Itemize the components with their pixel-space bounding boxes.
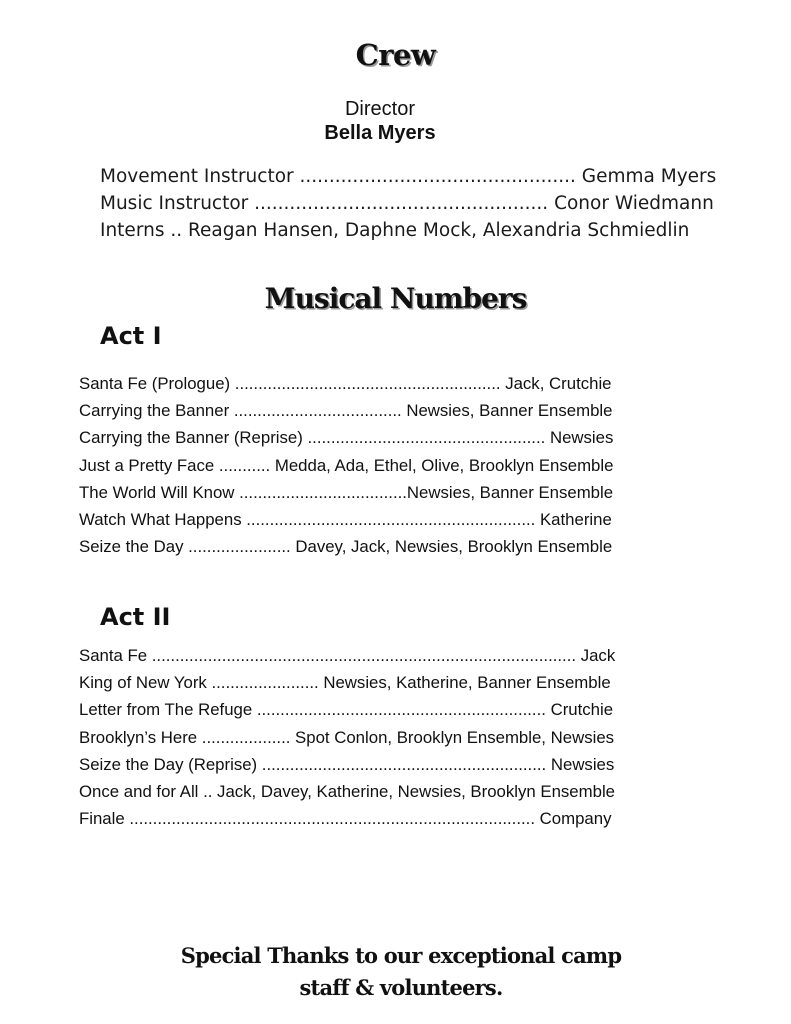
crew-line-music-instructor: Music Instructor .................................................. Conor Wiedmann [100, 193, 714, 214]
special-thanks-line-2: staff & volunteers. [299, 975, 503, 1000]
song-line: Just a Pretty Face ........... Medda, Ada, Ethel, Olive, Brooklyn Ensemble [79, 455, 614, 475]
crew-heading: Crew [355, 38, 436, 72]
song-line: Finale ....................................................................................... Company [79, 809, 612, 829]
song-line: Letter from The Refuge .............................................................. Crutchie [79, 700, 614, 720]
song-line: King of New York ....................... Newsies, Katherine, Banner Ensemble [79, 673, 611, 693]
act-two-heading: Act II [100, 603, 171, 631]
crew-line-interns: Interns .. Reagan Hansen, Daphne Mock, Alexandria Schmiedlin [100, 220, 690, 241]
song-line: Santa Fe (Prologue) ......................................................... Jack, Crutchie [79, 374, 612, 393]
act-two-song-list [79, 642, 679, 832]
song-line: Once and for All .. Jack, Davey, Katherine, Newsies, Brooklyn Ensemble [79, 782, 615, 802]
crew-list [100, 163, 717, 244]
musical-numbers-heading: Musical Numbers [264, 282, 527, 315]
song-line: Seize the Day ...................... Davey, Jack, Newsies, Brooklyn Ensemble [79, 537, 613, 557]
special-thanks-line-1: Special Thanks to our exceptional camp [180, 943, 622, 968]
director-role-label: Director [344, 98, 415, 120]
director-name: Bella Myers [324, 122, 436, 144]
song-line: Carrying the Banner .................................... Newsies, Banner Ensemble [79, 401, 613, 421]
song-line: The World Will Know ....................................Newsies, Banner Ensemble [79, 482, 614, 502]
song-line: Brooklyn’s Here ................... Spot Conlon, Brooklyn Ensemble, Newsies [79, 727, 615, 747]
act-one-song-list [79, 370, 679, 560]
crew-line-movement-instructor: Movement Instructor ............................................... Gemma Myers [100, 166, 717, 187]
act-one-heading: Act I [100, 322, 162, 350]
song-line: Carrying the Banner (Reprise) ................................................... Newsies [79, 428, 614, 448]
special-thanks [0, 940, 791, 1004]
song-line: Seize the Day (Reprise) ............................................................. Newsies [79, 754, 615, 774]
song-line: Santa Fe ........................................................................................... Jack [79, 646, 616, 665]
song-line: Watch What Happens .............................................................. Katherine [79, 510, 612, 530]
